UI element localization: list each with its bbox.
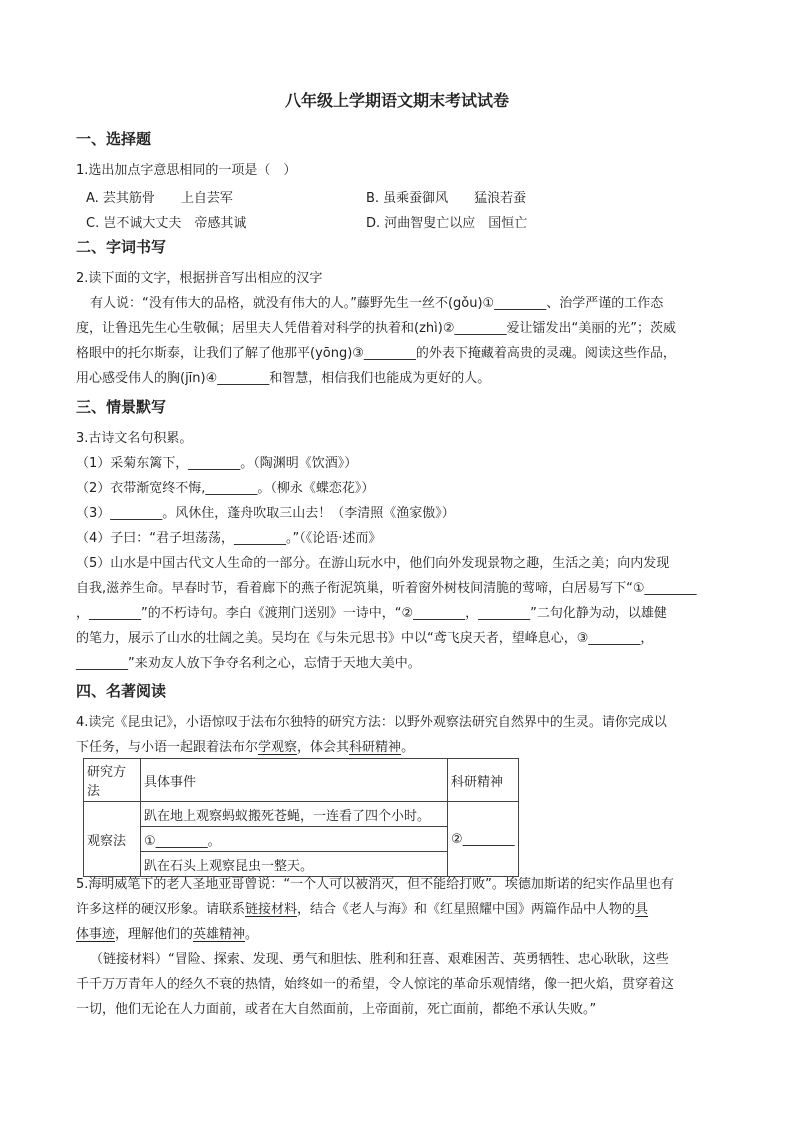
option-a: A. 芸其筋骨 上自芸军 <box>86 191 233 206</box>
event-cell: 趴在石头上观察昆虫一整天。 <box>141 852 448 877</box>
text-span: ，体会其 <box>297 740 350 755</box>
q2-para-line: 有人说：“没有伟大的品格，就没有伟大的人。”藤野先生一丝不(gǒu)①________、治学严谨的工作态 <box>90 296 664 311</box>
q3-item: （4）子曰：“君子坦荡荡，________。”（《论语·述而》 <box>76 531 382 546</box>
method-cell: 观察法 <box>84 802 141 877</box>
text-span: 。 <box>401 740 415 755</box>
q2-para-line: 格眼中的托尔斯泰，让我们了解了他那平(yōng)③________的外表下掩藏着高贵的灵魂。阅读这些作品， <box>76 346 676 361</box>
question-2-stem: 2.读下面的文字，根据拼音写出相应的汉字 <box>76 271 323 286</box>
q3-item: （5）山水是中国古代文人生命的一部分。在游山玩水中，他们向外发现景物之趣，生活之美；向内发现 <box>76 556 670 571</box>
q5-material-line: 千千万万青年人的经久不衰的热情，始终如一的希望，令人惊诧的革命乐观情绪，像一把火焰，贯穿着这 <box>76 977 675 992</box>
text-span: 下任务，与小语一起跟着法布尔 <box>76 740 259 755</box>
spirit-cell: ②________ <box>448 802 519 877</box>
table-header: 科研精神 <box>448 759 519 802</box>
research-table <box>83 758 519 877</box>
q3-item: ，________”的不朽诗句。李白《渡荆门送别》一诗中，“②________，________”二句化静为动，以雄健 <box>76 606 667 621</box>
q5-material-line: （链接材料）“冒险、探索、发现、勇气和胆怯、胜利和狂喜、艰难困苦、英勇牺牲、忠心耿耿，这些 <box>90 952 669 967</box>
q3-item: （3）________。风休住，蓬舟吹取三山去！（李清照《渔家傲》） <box>76 506 455 521</box>
text-span: ，理解他们的 <box>115 927 194 942</box>
q3-item: （1）采菊东篱下，________。（陶渊明《饮酒》） <box>76 456 358 471</box>
underlined-text: 具 <box>635 902 649 917</box>
q3-item: 的笔力，展示了山水的壮阔之美。吴均在《与朱元思书》中以“鸢飞戾天者，望峰息心，③________， <box>76 631 654 646</box>
q3-item: ________”来劝友人放下争夺名利之心，忘情于天地大美中。 <box>76 656 421 671</box>
q5-material-line: 一切，他们无论在人力面前，或者在大自然面前，上帝面前，死亡面前，都绝不承认失败。” <box>76 1002 597 1017</box>
question-1-stem: 1.选出加点字意思相同的一项是（ ） <box>76 163 297 178</box>
q2-para-line: 度，让鲁迅先生心生敬佩；居里夫人凭借着对科学的执着和(zhì)②________爱让镭发出“美丽的光”；茨威 <box>76 321 676 336</box>
underlined-text: 学观察 <box>258 740 298 755</box>
option-c: C. 岂不诚大丈夫 帝感其诚 <box>86 216 247 231</box>
text-span: 许多这样的硬汉形象。请联系 <box>76 902 246 917</box>
text-span: 。 <box>245 927 259 942</box>
option-d: D. 河曲智叟亡以应 国恒亡 <box>366 216 528 231</box>
underlined-text: 英雄精神 <box>193 927 246 942</box>
underlined-text: 科研精神 <box>349 740 402 755</box>
q3-item: 自我,滋养生命。早春时节，看着廊下的燕子衔泥筑巢，听着窗外树枝间清脆的莺啼，白居易写下“①________ <box>76 581 697 596</box>
table-header: 研究方法 <box>84 759 141 802</box>
section-heading-choice: 一、选择题 <box>76 130 152 148</box>
q5-para-line <box>76 901 648 919</box>
event-cell: ①________。 <box>141 827 448 852</box>
question-3-stem: 3.古诗文名句积累。 <box>76 431 193 446</box>
section-heading-classics: 四、名著阅读 <box>76 682 167 700</box>
q5-para-line <box>76 926 258 944</box>
option-b: B. 虽乘蚕御风 猛浪若蚕 <box>366 191 527 206</box>
underlined-text: 链接材料 <box>245 902 298 917</box>
q2-para-line: 用心感受伟人的胸(jīn)④________和智慧，相信我们也能成为更好的人。 <box>76 371 491 386</box>
section-heading-recitation: 三、情景默写 <box>76 398 167 416</box>
q3-item: （2）衣带渐宽终不悔,________。（柳永《蝶恋花》） <box>76 481 375 496</box>
page-title: 八年级上学期语文期末考试试卷 <box>284 91 509 110</box>
table-header-row <box>84 759 519 802</box>
q4-para-line <box>76 739 414 757</box>
text-span: ，结合《老人与海》和《红星照耀中国》两篇作品中人物的 <box>297 902 636 917</box>
q4-para-line: 4.读完《昆虫记》，小语惊叹于法布尔独特的研究方法：以野外观察法研究自然界中的生灵。请你完成以 <box>76 715 667 730</box>
underlined-text: 体事迹 <box>76 927 116 942</box>
table-header: 具体事件 <box>141 759 448 802</box>
event-cell: 趴在地上观察蚂蚁搬死苍蝇，一连看了四个小时。 <box>141 802 448 827</box>
section-heading-words: 二、字词书写 <box>76 238 167 256</box>
table-row <box>84 802 519 827</box>
q5-para-line: 5.海明威笔下的老人圣地亚哥曾说：“一个人可以被消灭，但不能给打败”。埃德加斯诺的纪实作品里也有 <box>76 877 674 892</box>
